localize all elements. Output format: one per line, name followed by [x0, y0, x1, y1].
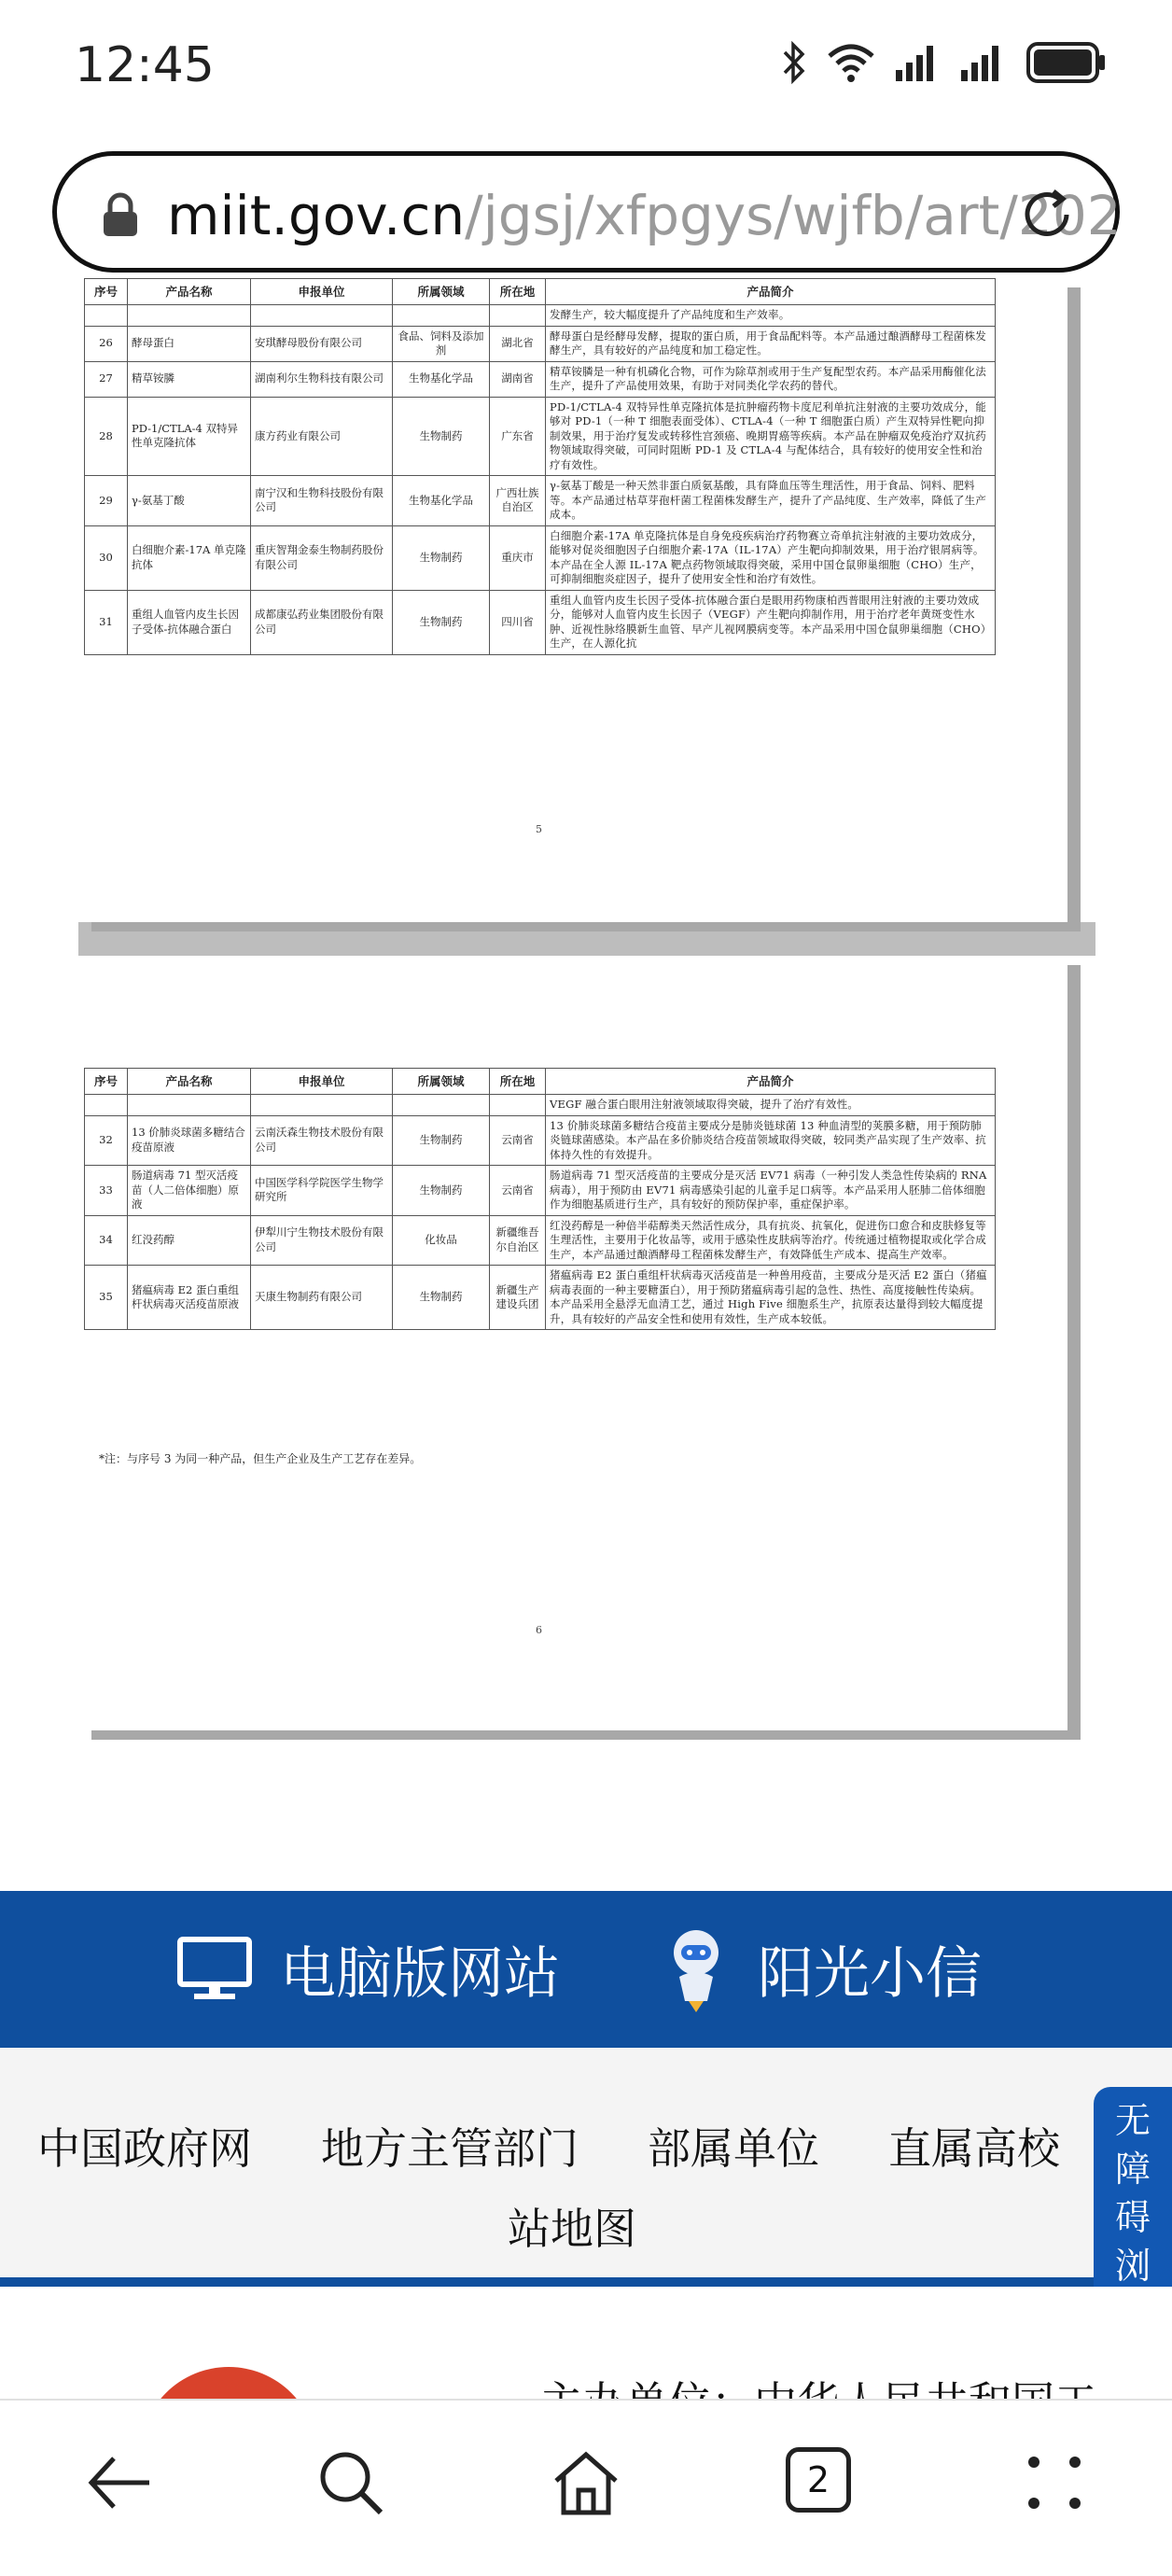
cell-unit: 天康生物制药有限公司: [251, 1266, 393, 1330]
product-table-page6: [84, 1068, 996, 1330]
address-bar[interactable]: [52, 151, 1120, 273]
header-description: 产品简介: [546, 279, 996, 305]
document-page-6: [78, 956, 1067, 1730]
cell-location: 广东省: [490, 397, 546, 476]
cell-no: 34: [85, 1215, 128, 1266]
cell-description: 酵母蛋白是经酵母发酵，提取的蛋白质，用于食品配料等。本产品通过酿酒酵母工程菌株发酵生产，具有较好的产品纯度和加工稳定性。: [546, 326, 996, 361]
cell-description: 猪瘟病毒 E2 蛋白重组杆状病毒灭活疫苗是一种兽用疫苗，主要成分是灭活 E2 蛋白（猪瘟病毒表面的一种主要糖蛋白），用于预防猪瘟病毒引起的急性、热性、高度接触性传染病。本产品采用全悬浮无血清工艺，通过 High Five 细胞系生产，抗原表达量得到较大幅度提升，具有较好的产品安全性和使用有效性，生产成本较低。: [546, 1266, 996, 1330]
lock-icon: [102, 193, 139, 238]
header-unit: 申报单位: [251, 1069, 393, 1095]
cell-description: 精草铵膦是一种有机磷化合物，可作为除草剂或用于生产复配型农药。本产品采用酶催化法生产，提升了产品使用效果，有助于对同类化学农药的替代。: [546, 361, 996, 397]
cell-location: 重庆市: [490, 525, 546, 590]
url-text[interactable]: [167, 184, 1122, 247]
document-page-5: [78, 278, 1067, 922]
pc-site-link[interactable]: [177, 1891, 560, 2048]
header-field: 所属领域: [393, 279, 490, 305]
cell-name: 猪瘟病毒 E2 蛋白重组杆状病毒灭活疫苗原液: [128, 1266, 251, 1330]
table-row: [85, 1215, 996, 1266]
cell-location: 云南省: [490, 1115, 546, 1166]
table-row: [85, 590, 996, 654]
cell-no: 30: [85, 525, 128, 590]
sunshine-label: 阳光小信: [758, 1941, 982, 2007]
a11y-char: 碍: [1114, 2197, 1151, 2238]
cell-field: 生物制药: [393, 525, 490, 590]
cell-name: γ-氨基丁酸: [128, 476, 251, 526]
footer-divider: [0, 2277, 1172, 2287]
header-unit: 申报单位: [251, 279, 393, 305]
cell-unit: 云南沃森生物技术股份有限公司: [251, 1115, 393, 1166]
cell-location: 湖北省: [490, 326, 546, 361]
cell-description: 红没药醇是一种倍半萜醇类天然活性成分，具有抗炎、抗氧化，促进伤口愈合和皮肤修复等生理活性，主要用于化妆品等，或用于感染性皮肤病等治疗。传统通过植物提取或化学合成生产，本产品通过酿酒酵母工程菌株发酵生产，有效降低生产成本、提高生产效率。: [546, 1215, 996, 1266]
table-row: [85, 525, 996, 590]
cell-field: 生物制药: [393, 1266, 490, 1330]
header-name: 产品名称: [128, 1069, 251, 1095]
status-bar: [0, 0, 1172, 140]
cell-no: 27: [85, 361, 128, 397]
search-icon[interactable]: [315, 2447, 386, 2518]
cell-name: 红没药醇: [128, 1215, 251, 1266]
header-location: 所在地: [490, 1069, 546, 1095]
page-number: 6: [536, 1624, 542, 1636]
cell-location: 新疆生产建设兵团: [490, 1266, 546, 1330]
cell-field: 生物基化学品: [393, 361, 490, 397]
bluetooth-icon: [782, 41, 806, 84]
cell-no: 35: [85, 1266, 128, 1330]
a11y-char: 浏: [1114, 2246, 1151, 2287]
table-row: [85, 326, 996, 361]
table-row: [85, 1115, 996, 1166]
a11y-char: 无: [1114, 2100, 1151, 2141]
table-row: [85, 305, 996, 327]
link-local-authorities[interactable]: 地方主管部门: [321, 2123, 579, 2174]
monitor-icon: [177, 1937, 252, 2002]
url-domain: miit.gov.cn: [167, 184, 466, 247]
cell-name: 酵母蛋白: [128, 326, 251, 361]
table-row: [85, 1166, 996, 1216]
footer-links: [0, 2048, 1172, 2281]
cell-name: 肠道病毒 71 型灭活疫苗（人二倍体细胞）原液: [128, 1166, 251, 1216]
wifi-icon: [827, 43, 875, 82]
cell-description: PD-1/CTLA-4 双特异性单克隆抗体是抗肿瘤药物卡度尼利单抗注射液的主要功效成分，能够对 PD-1（一种 T 细胞表面受体）、CTLA-4（一种 T 细胞蛋白质）产生双特异性靶向抑制效果，用于治疗复发或转移性宫颈癌、晚期胃癌等疾病。本产品在肿瘤双免疫治疗双抗药物领域取得突破，可同时阻断 PD-1 及 CTLA-4 与配体结合，具有较好的使用安全性和治疗有效性。: [546, 397, 996, 476]
cell-description: VEGF 融合蛋白眼用注射液领域取得突破，提升了治疗有效性。: [546, 1095, 996, 1116]
link-gov-cn[interactable]: 中国政府网: [37, 2123, 252, 2174]
cell-unit: 安琪酵母股份有限公司: [251, 326, 393, 361]
product-table-page5: [84, 278, 996, 655]
menu-icon[interactable]: [1019, 2447, 1090, 2518]
cell-unit: 南宁汉和生物科技股份有限公司: [251, 476, 393, 526]
cell-name: 精草铵膦: [128, 361, 251, 397]
tabs-button[interactable]: 2: [786, 2447, 851, 2513]
pdf-viewer[interactable]: [0, 284, 1172, 1753]
cell-field: 化妆品: [393, 1215, 490, 1266]
cell-description: 发酵生产，较大幅度提升了产品纯度和生产效率。: [546, 305, 996, 327]
cell-location: 广西壮族自治区: [490, 476, 546, 526]
cell-description: 白细胞介素-17A 单克隆抗体是自身免疫疾病治疗药物赛立奇单抗注射液的主要功效成分，能够对促炎细胞因子白细胞介素-17A（IL-17A）产生靶向抑制效果，用于治疗银屑病等。本产品在全人源 IL-17A 靶点药物领域取得突破，采用中国仓鼠卵巢细胞（CHO）生产，可抑制细胞炎症因子，提升了使用安全性和治疗有效性。: [546, 525, 996, 590]
page-number: 5: [536, 823, 542, 835]
cell-unit: 成都康弘药业集团股份有限公司: [251, 590, 393, 654]
cell-unit: 湖南利尔生物科技有限公司: [251, 361, 393, 397]
cell-location: 四川省: [490, 590, 546, 654]
url-path: /jgsj/xfpgys/wjfb/art/202: [465, 184, 1122, 247]
mascot-icon: [663, 1925, 730, 2014]
cell-field: 生物基化学品: [393, 476, 490, 526]
header-field: 所属领域: [393, 1069, 490, 1095]
cell-description: γ-氨基丁酸是一种天然非蛋白质氨基酸，具有降血压等生理活性，用于食品、饲料、肥料等。本产品通过枯草芽孢杆菌工程菌株发酵生产，提升了产品纯度、生产效率，降低了生产成本。: [546, 476, 996, 526]
table-row: [85, 476, 996, 526]
pc-site-label: 电脑版网站: [280, 1941, 560, 2007]
cell-no: 32: [85, 1115, 128, 1166]
status-time: 12:45: [75, 37, 215, 93]
reload-icon[interactable]: [1016, 184, 1078, 245]
cell-no: 31: [85, 590, 128, 654]
header-name: 产品名称: [128, 279, 251, 305]
back-icon[interactable]: [84, 2447, 155, 2518]
cell-unit: 康方药业有限公司: [251, 397, 393, 476]
link-universities[interactable]: 直属高校: [888, 2123, 1060, 2174]
cell-field: 生物制药: [393, 397, 490, 476]
cell-field: 生物制药: [393, 590, 490, 654]
header-location: 所在地: [490, 279, 546, 305]
cell-name: 重组人血管内皮生长因子受体-抗体融合蛋白: [128, 590, 251, 654]
cell-location: 新疆维吾尔自治区: [490, 1215, 546, 1266]
battery-icon: [1026, 42, 1107, 83]
cell-no: 33: [85, 1166, 128, 1216]
home-icon[interactable]: [551, 2447, 621, 2518]
signal-icon: [961, 44, 1006, 81]
site-banner: [0, 1891, 1172, 2048]
cell-no: 26: [85, 326, 128, 361]
cell-unit: 中国医学科学院医学生物学研究所: [251, 1166, 393, 1216]
page-gap: [78, 922, 1095, 956]
table-row: [85, 1266, 996, 1330]
table-header-row: [85, 1069, 996, 1095]
header-no: 序号: [85, 1069, 128, 1095]
cell-no: 28: [85, 397, 128, 476]
sponsor-section: [0, 2287, 1172, 2399]
link-sitemap[interactable]: 站地图: [508, 2204, 636, 2254]
table-row: [85, 1095, 996, 1116]
status-icons: [782, 41, 1107, 84]
cell-description: 肠道病毒 71 型灭活疫苗的主要成分是灭活 EV71 病毒（一种引发人类急性传染病的 RNA 病毒），用于预防由 EV71 病毒感染引起的儿童手足口病等。本产品采用人胚肺二倍体细胞作为细胞基质进行生产，具有较好的预防保护率，重症保护率。: [546, 1166, 996, 1216]
table-row: [85, 361, 996, 397]
header-description: 产品简介: [546, 1069, 996, 1095]
cell-location: 云南省: [490, 1166, 546, 1216]
browser-bottom-nav: [0, 2399, 1172, 2576]
table-header-row: [85, 279, 996, 305]
cell-field: 生物制药: [393, 1166, 490, 1216]
table-note: *注：与序号 3 为同一种产品，但生产企业及生产工艺存在差异。: [99, 1452, 422, 1465]
cell-name: 白细胞介素-17A 单克隆抗体: [128, 525, 251, 590]
cell-field: 食品、饲料及添加剂: [393, 326, 490, 361]
table-row: [85, 397, 996, 476]
cell-unit: 伊犁川宁生物技术股份有限公司: [251, 1215, 393, 1266]
cell-unit: 重庆智翔金泰生物制药股份有限公司: [251, 525, 393, 590]
signal-icon: [896, 44, 941, 81]
cell-no: 29: [85, 476, 128, 526]
sunshine-link[interactable]: [663, 1891, 982, 2048]
cell-location: 湖南省: [490, 361, 546, 397]
header-no: 序号: [85, 279, 128, 305]
cell-description: 13 价肺炎球菌多糖结合疫苗主要成分是肺炎链球菌 13 种血清型的荚膜多糖，用于预防肺炎链球菌感染。本产品在多价肺炎结合疫苗领域取得突破，较同类产品实现了生产效率、抗体持久性的有效提升。: [546, 1115, 996, 1166]
link-affiliated-units[interactable]: 部属单位: [648, 2123, 819, 2174]
cell-name: 13 价肺炎球菌多糖结合疫苗原液: [128, 1115, 251, 1166]
cell-name: PD-1/CTLA-4 双特异性单克隆抗体: [128, 397, 251, 476]
a11y-char: 障: [1114, 2149, 1151, 2190]
cell-field: 生物制药: [393, 1115, 490, 1166]
cell-description: 重组人血管内皮生长因子受体-抗体融合蛋白是眼用药物康柏西普眼用注射液的主要功效成分，能够对人血管内皮生长因子（VEGF）产生靶向抑制作用，用于治疗老年黄斑变性水肿、近视性脉络膜新生血管、早产儿视网膜病变等。本产品采用中国仓鼠卵巢细胞（CHO）生产，在人源化抗: [546, 590, 996, 654]
